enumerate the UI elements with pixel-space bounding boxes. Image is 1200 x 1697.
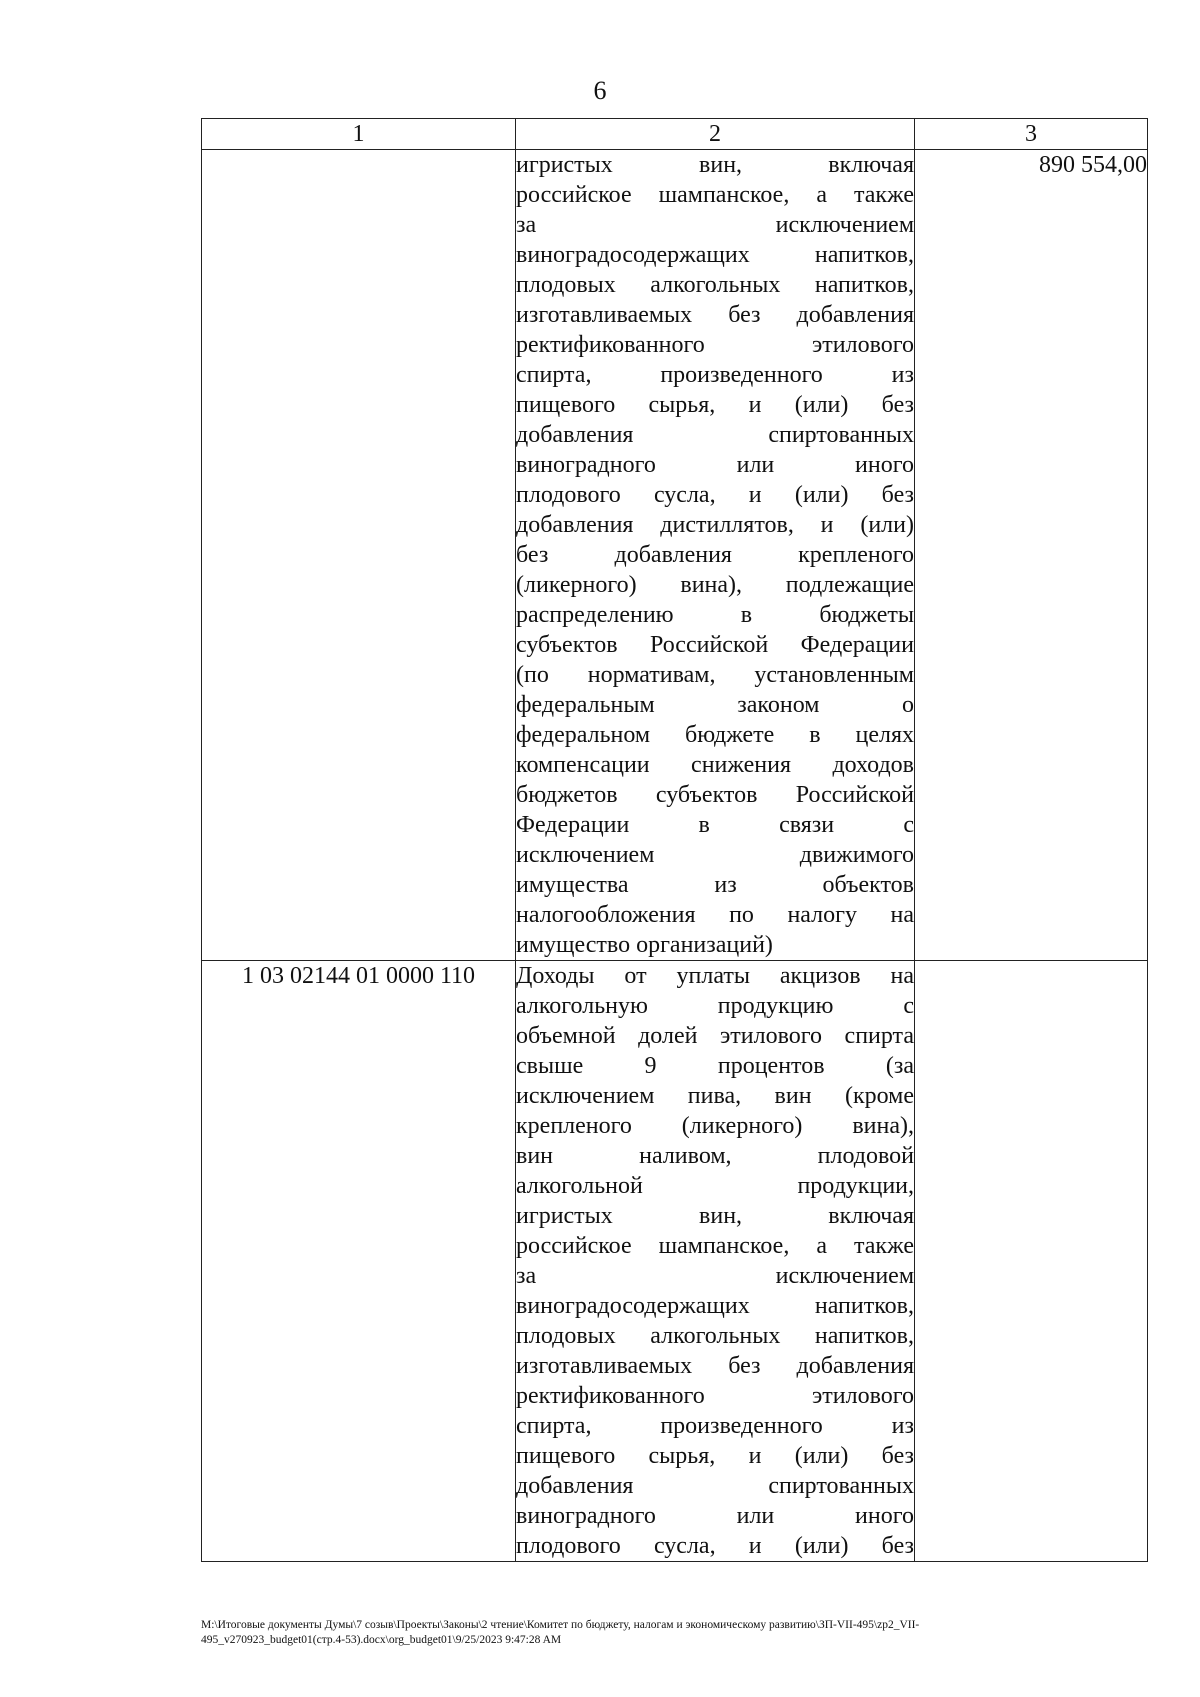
description-line: налогообложения по налогу на [516, 902, 914, 928]
description-line: виноградосодержащих напитков, [516, 242, 914, 268]
column-header-1: 1 [202, 119, 516, 150]
description-line: изготавливаемых без добавления [516, 1353, 914, 1379]
description-line: бюджетов субъектов Российской [516, 782, 914, 808]
amount-cell [915, 961, 1148, 1562]
file-path-line-2: 495_v270923_budget01(стр.4-53).docx\org_budget01\9/25/2023 9:47:28 AM [201, 1634, 562, 1646]
description-line: алкогольной продукции, [516, 1173, 914, 1199]
description-line: плодового сусла, и (или) без [516, 482, 914, 508]
description-line: за исключением [516, 212, 914, 238]
description-line: плодового сусла, и (или) без [516, 1533, 914, 1559]
description-line: Федерации в связи с [516, 812, 914, 838]
budget-code-cell [202, 150, 516, 961]
description-line: виноградного или иного [516, 452, 914, 478]
amount-cell: 890 554,00 [915, 150, 1148, 961]
description-line: российское шампанское, а также [516, 1233, 914, 1259]
description-line: вин наливом, плодовой [516, 1143, 914, 1169]
description-line: плодовых алкогольных напитков, [516, 272, 914, 298]
description-line: (ликерного) вина), подлежащие [516, 572, 914, 598]
description-line: алкогольную продукцию с [516, 993, 914, 1019]
description-line: игристых вин, включая [516, 1203, 914, 1229]
description-line: добавления спиртованных [516, 422, 914, 448]
page-number: 6 [593, 76, 607, 105]
description-line: исключением движимого [516, 842, 914, 868]
description-cell [516, 150, 915, 961]
table-row [202, 961, 1148, 1562]
description-line: объемной долей этилового спирта [516, 1023, 914, 1049]
description-line: добавления дистиллятов, и (или) [516, 512, 914, 538]
description-line: свыше 9 процентов (за [516, 1053, 914, 1079]
description-line: изготавливаемых без добавления [516, 302, 914, 328]
description-line: плодовых алкогольных напитков, [516, 1323, 914, 1349]
description-line: спирта, произведенного из [516, 362, 914, 388]
header-row [202, 119, 1148, 150]
description-line: ректификованного этилового [516, 332, 914, 358]
description-line: российское шампанское, а также [516, 182, 914, 208]
description-line: виноградосодержащих напитков, [516, 1293, 914, 1319]
description-line: имущества из объектов [516, 872, 914, 898]
description-line: виноградного или иного [516, 1503, 914, 1529]
description-line: крепленого (ликерного) вина), [516, 1113, 914, 1139]
description-line: без добавления крепленого [516, 542, 914, 568]
budget-table [201, 118, 1148, 1562]
description-line: ректификованного этилового [516, 1383, 914, 1409]
description-line: исключением пива, вин (кроме [516, 1083, 914, 1109]
description-line: Доходы от уплаты акцизов на [516, 963, 914, 989]
description-line: федеральным законом о [516, 692, 914, 718]
file-path-footer [201, 1618, 1147, 1648]
description-line: федеральном бюджете в целях [516, 722, 914, 748]
description-line: спирта, произведенного из [516, 1413, 914, 1439]
file-path-line-1: М:\Итоговые документы Думы\7 созыв\Проекты\Законы\2 чтение\Комитет по бюджету, налогам и экономическому развитию\ЗП-VII-495\zp2_VII- [201, 1619, 920, 1631]
column-header-2: 2 [516, 119, 915, 150]
description-line: субъектов Российской Федерации [516, 632, 914, 658]
description-line: (по нормативам, установленным [516, 662, 914, 688]
description-line: распределению в бюджеты [516, 602, 914, 628]
description-line: добавления спиртованных [516, 1473, 914, 1499]
description-line: пищевого сырья, и (или) без [516, 392, 914, 418]
column-header-3: 3 [915, 119, 1148, 150]
description-line: компенсации снижения доходов [516, 752, 914, 778]
description-line: игристых вин, включая [516, 152, 914, 178]
description-line: за исключением [516, 1263, 914, 1289]
description-cell [516, 961, 915, 1562]
table-row [202, 150, 1148, 961]
budget-code-cell: 1 03 02144 01 0000 110 [202, 961, 516, 1562]
description-line: имущество организаций) [516, 932, 773, 958]
description-line: пищевого сырья, и (или) без [516, 1443, 914, 1469]
